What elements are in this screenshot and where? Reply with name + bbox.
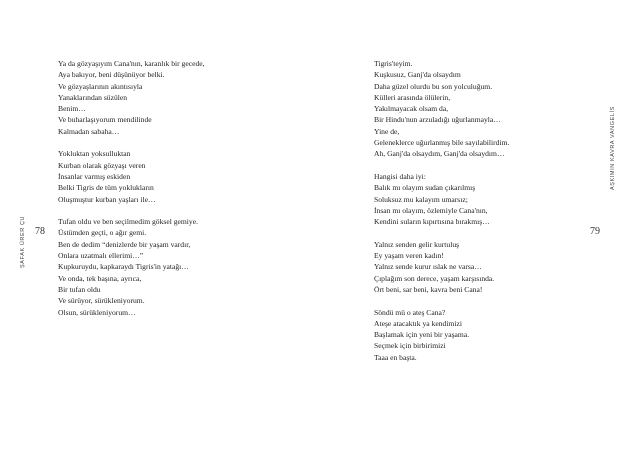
poem-line: Belki Tigris de tüm yoklukların bbox=[58, 183, 154, 193]
stanza bbox=[374, 307, 594, 363]
right-side-label: AŞKIMIN KAVRA VANGELİS bbox=[610, 106, 616, 190]
poem-line: Benim… bbox=[58, 104, 86, 114]
poem-line: Bir Hindu'nun arzuladığı uğurlanmayla… bbox=[374, 115, 501, 125]
poem-line: Üstümden geçti, o ağır gemi. bbox=[58, 228, 147, 238]
poem-line: İnsan mı olayım, özlemiyle Cana'nın, bbox=[374, 205, 488, 215]
poem-line: Yalnız senden gelir kurtuluş bbox=[374, 239, 460, 249]
left-side-label: ŞAFAK ÜRER ÇU bbox=[20, 215, 26, 268]
poem-line: Kalmadan sabaha… bbox=[58, 126, 120, 136]
poem-line: Yakılmayacak olsam da, bbox=[374, 104, 449, 114]
stanza bbox=[58, 58, 308, 137]
poem-line: Ört beni, sar beni, kavra beni Cana! bbox=[374, 284, 483, 294]
poem-line: Kendini suların kıpırtısına bırakmış… bbox=[374, 217, 490, 227]
left-page-number: 78 bbox=[35, 226, 45, 237]
poem-line: Söndü mü o ateş Cana? bbox=[374, 307, 446, 317]
poem-line: Balık mı olayım sudan çıkarılmış bbox=[374, 183, 476, 193]
poem-line: Yine de, bbox=[374, 126, 400, 136]
poem-line: Yanaklarından süzülen bbox=[58, 92, 128, 102]
poem-line: Yokluktan yoksulluktan bbox=[58, 149, 131, 159]
poem-line: Ey yaşam veren kadın! bbox=[374, 251, 444, 261]
poem-line: Taaa en başta. bbox=[374, 352, 417, 362]
right-poem-text bbox=[374, 58, 594, 374]
poem-line: Kurban olarak gözyaşı veren bbox=[58, 160, 146, 170]
poem-line: Daha güzel olurdu bu son yolculuğum. bbox=[374, 81, 493, 91]
poem-line: Çıplağım son derece, yaşam karşısında. bbox=[374, 273, 495, 283]
poem-line: Hangisi daha iyi: bbox=[374, 171, 426, 181]
poem-line: Olsun, sürükleniyorum… bbox=[58, 307, 136, 317]
stanza bbox=[58, 216, 308, 318]
stanza bbox=[374, 239, 594, 295]
poem-line: Ateşe atacaktık ya kendimizi bbox=[374, 318, 462, 328]
left-poem-text bbox=[58, 58, 308, 329]
poem-line: Ah, Ganj'da olsaydım, Ganj'da olsaydım… bbox=[374, 149, 505, 159]
poem-line: Onlara uzatmalı ellerimi…” bbox=[58, 251, 144, 261]
poem-line: Başlamak için yeni bir yaşama. bbox=[374, 330, 470, 340]
poem-line: Kupkuruydu, kapkaraydı Tigris'in yatağı… bbox=[58, 262, 189, 272]
poem-line: Ve onda, tek başına, ayrıca, bbox=[58, 273, 142, 283]
poem-line: Geleneklerce uğurlanmış bile sayılabilirdim. bbox=[374, 138, 510, 148]
poem-line: Ve gözyaşlarının akıntısıyla bbox=[58, 81, 143, 91]
poem-line: Oluşmuştur kurban yaşları ile… bbox=[58, 194, 156, 204]
poem-line: Bir tufan oldu bbox=[58, 284, 101, 294]
poem-line: Ve sürüyor, sürükleniyorum. bbox=[58, 296, 145, 306]
poem-line: İnsanlar varmış eskiden bbox=[58, 171, 131, 181]
poem-line: Aya bakıyor, beni düşünüyor belki. bbox=[58, 70, 165, 80]
stanza bbox=[58, 148, 308, 204]
poem-line: Ve buharlaşıyorum mendilinde bbox=[58, 115, 152, 125]
right-page-number: 79 bbox=[590, 226, 600, 237]
poem-line: Külleri arasında ölülerin, bbox=[374, 92, 451, 102]
poem-line: Kuşkusuz, Ganj'da olsaydım bbox=[374, 70, 461, 80]
poem-line: Tufan oldu ve ben seçilmedim göksel gemiye. bbox=[58, 217, 198, 227]
poem-line: Ben de dedim “denizlerde bir yaşam vardır, bbox=[58, 239, 191, 249]
poem-line: Tigris'teyim. bbox=[374, 59, 413, 68]
poem-line: Soluksuz mu kalayım umarsız; bbox=[374, 194, 468, 204]
stanza bbox=[374, 58, 594, 160]
poem-line: Yalnız sende kurur ıslak ne varsa… bbox=[374, 262, 482, 272]
poem-line: Seçmek için birbirimizi bbox=[374, 341, 446, 351]
stanza bbox=[374, 171, 594, 227]
poem-line: Ya da gözyaşıyım Cana'nın, karanlık bir gecede, bbox=[58, 59, 205, 68]
